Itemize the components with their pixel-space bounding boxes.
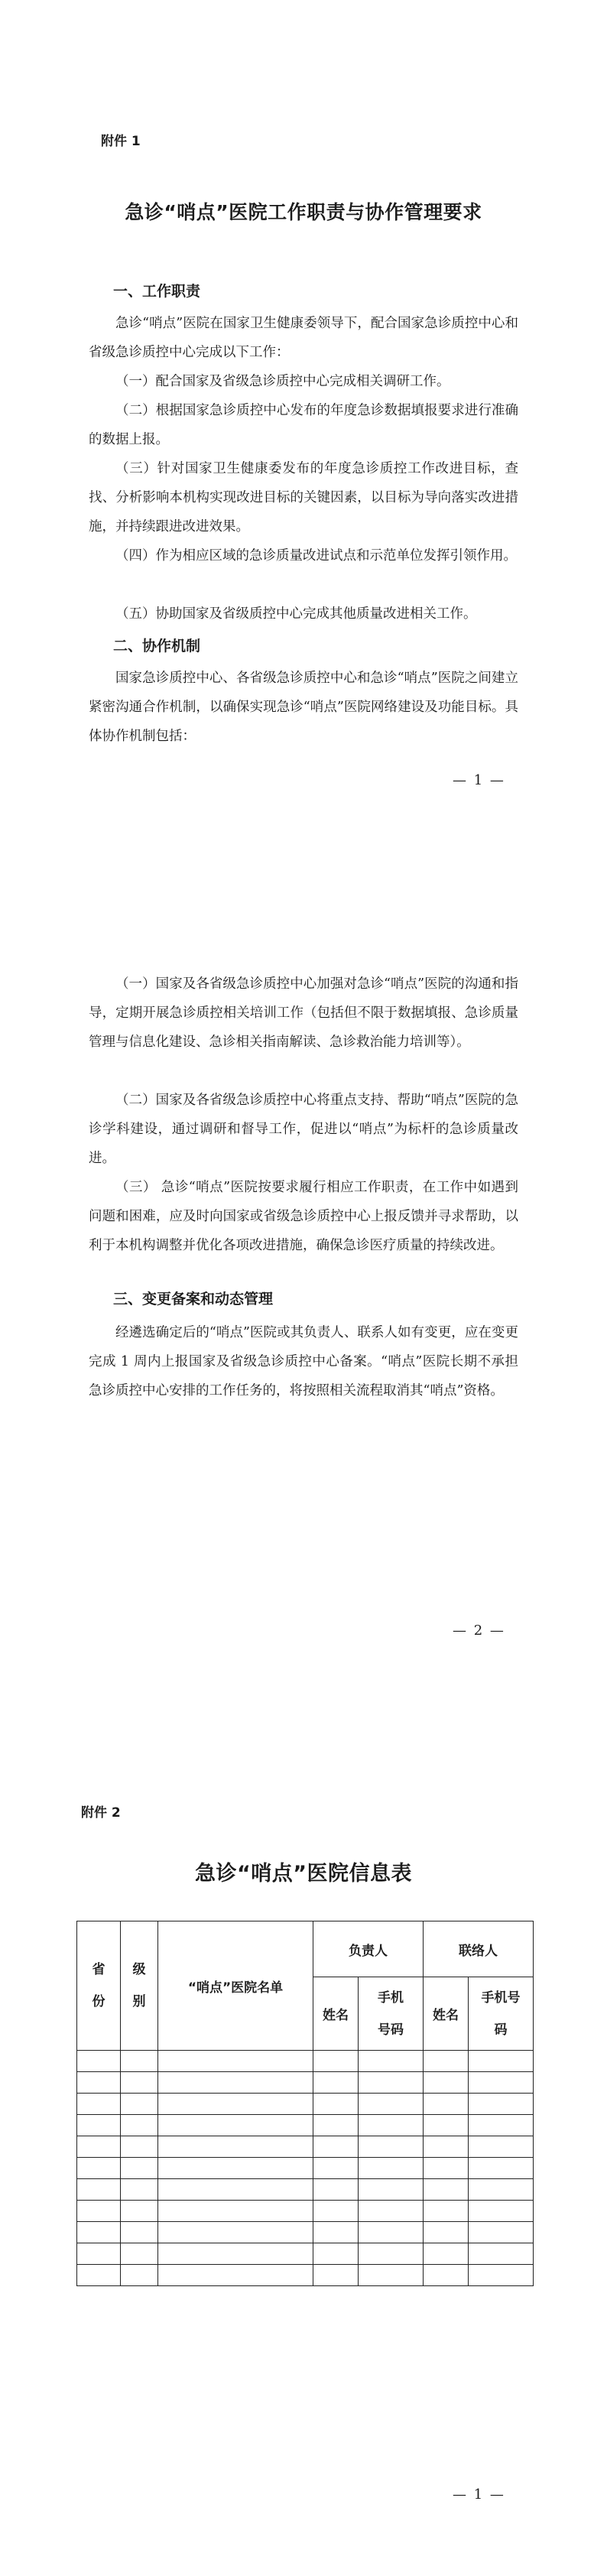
table-cell — [121, 2222, 158, 2243]
table-cell — [313, 2201, 359, 2222]
table-cell — [359, 2094, 424, 2115]
table-cell — [424, 2179, 469, 2201]
table-cell — [469, 2265, 534, 2286]
paragraph: （五）协助国家及省级质控中心完成其他质量改进相关工作。 — [115, 606, 477, 622]
table-cell — [121, 2201, 158, 2222]
table-row — [77, 2222, 534, 2243]
table-cell — [424, 2094, 469, 2115]
table-cell — [424, 2072, 469, 2094]
table-cell — [359, 2222, 424, 2243]
paragraph: （三） 急诊“哨点”医院按要求履行相应工作职责，在工作中如遇到问题和困难，应及时向国家或省级急诊质控中心上报反馈并寻求帮助，以利于本机构调整并优化各项改进措施，确保急诊医疗质量的持续改进。 — [89, 1180, 518, 1253]
document-title: 急诊“哨点”医院工作职责与协作管理要求 — [125, 201, 482, 223]
table-cell — [158, 2179, 313, 2201]
table-cell — [313, 2158, 359, 2179]
paragraph: （二）国家及各省级急诊质控中心将重点支持、帮助“哨点”医院的急诊学科建设，通过调研和督导工作，促进以“哨点”为标杆的急诊质量改进。 — [89, 1093, 518, 1166]
attachment-label: 附件 2 — [81, 1805, 121, 1821]
header-principal-name: 姓名 — [313, 1977, 359, 2051]
table-cell — [469, 2179, 534, 2201]
table-cell — [359, 2201, 424, 2222]
table-cell — [359, 2265, 424, 2286]
table-cell — [424, 2201, 469, 2222]
table-row — [77, 2265, 534, 2286]
paragraph: （四）作为相应区域的急诊质量改进试点和示范单位发挥引领作用。 — [115, 548, 517, 564]
table-cell — [77, 2051, 121, 2072]
table-cell — [158, 2072, 313, 2094]
paragraph: 国家急诊质控中心、各省级急诊质控中心和急诊“哨点”医院之间建立紧密沟通合作机制，以确保实现急诊“哨点”医院网络建设及功能目标。具体协作机制包括： — [89, 671, 518, 744]
table-cell — [313, 2136, 359, 2158]
page-number: — 1 — — [453, 772, 505, 788]
table-cell — [121, 2094, 158, 2115]
hospital-info-table — [76, 1921, 534, 2286]
table-cell — [359, 2072, 424, 2094]
table-cell — [158, 2222, 313, 2243]
table-cell — [469, 2051, 534, 2072]
table-cell — [121, 2265, 158, 2286]
table-row — [77, 2051, 534, 2072]
table-cell — [469, 2201, 534, 2222]
table-cell — [77, 2158, 121, 2179]
paragraph: 经遴选确定后的“哨点”医院或其负责人、联系人如有变更，应在变更完成 1 周内上报国家及省级急诊质控中心备案。“哨点”医院长期不承担急诊质控中心安排的工作任务的，将按照相关流程取消其“哨点”资格。 — [89, 1325, 518, 1398]
table-cell — [313, 2094, 359, 2115]
table-row — [77, 2115, 534, 2136]
table-cell — [77, 2179, 121, 2201]
table-cell — [469, 2094, 534, 2115]
table-cell — [313, 2243, 359, 2265]
table-cell — [469, 2158, 534, 2179]
table-cell — [121, 2243, 158, 2265]
table-cell — [359, 2115, 424, 2136]
table-cell — [424, 2115, 469, 2136]
table-cell — [313, 2051, 359, 2072]
header-level: 级别 — [121, 1921, 158, 2051]
table-cell — [469, 2072, 534, 2094]
table-cell — [313, 2072, 359, 2094]
table-cell — [121, 2158, 158, 2179]
table-cell — [158, 2136, 313, 2158]
table-cell — [77, 2243, 121, 2265]
paragraph: （二）根据国家急诊质控中心发布的年度急诊数据填报要求进行准确的数据上报。 — [89, 403, 518, 447]
table-cell — [158, 2115, 313, 2136]
table-cell — [158, 2201, 313, 2222]
table-row — [77, 2136, 534, 2158]
table-cell — [77, 2115, 121, 2136]
table-cell — [77, 2136, 121, 2158]
attachment-label: 附件 1 — [101, 134, 141, 149]
paragraph: （一）国家及各省级急诊质控中心加强对急诊“哨点”医院的沟通和指导，定期开展急诊质控相关培训工作（包括但不限于数据填报、急诊质量管理与信息化建设、急诊相关指南解读、急诊救治能力培训等）。 — [89, 976, 518, 1050]
table-row — [77, 2072, 534, 2094]
table-cell — [77, 2072, 121, 2094]
table-cell — [313, 2115, 359, 2136]
paragraph: （一）配合国家及省级急诊质控中心完成相关调研工作。 — [115, 374, 450, 389]
table-cell — [158, 2265, 313, 2286]
table-cell — [469, 2136, 534, 2158]
table-cell — [359, 2136, 424, 2158]
table-cell — [77, 2265, 121, 2286]
table-row — [77, 2179, 534, 2201]
table-cell — [158, 2158, 313, 2179]
table-cell — [313, 2222, 359, 2243]
table-row — [77, 2158, 534, 2179]
table-cell — [469, 2115, 534, 2136]
section-heading-change-management: 三、变更备案和动态管理 — [113, 1291, 274, 1307]
table-cell — [359, 2179, 424, 2201]
table-cell — [121, 2179, 158, 2201]
table-cell — [359, 2051, 424, 2072]
paragraph: 急诊“哨点”医院在国家卫生健康委领导下，配合国家急诊质控中心和省级急诊质控中心完成以下工作： — [89, 316, 518, 360]
header-contact: 联络人 — [424, 1921, 534, 1977]
table-cell — [469, 2222, 534, 2243]
page-number: — 2 — — [453, 1623, 505, 1639]
table-title: 急诊“哨点”医院信息表 — [195, 1862, 412, 1886]
table-cell — [77, 2201, 121, 2222]
section-heading-duties: 一、工作职责 — [113, 283, 201, 300]
table-cell — [424, 2158, 469, 2179]
table-cell — [121, 2051, 158, 2072]
table-cell — [158, 2094, 313, 2115]
table-cell — [313, 2265, 359, 2286]
table-cell — [359, 2158, 424, 2179]
table-cell — [121, 2072, 158, 2094]
page-number: — 1 — — [453, 2487, 505, 2503]
table-row — [77, 2201, 534, 2222]
table-row — [77, 2243, 534, 2265]
header-contact-phone: 手机号码 — [469, 1977, 534, 2051]
table-body — [77, 2051, 534, 2286]
table-cell — [469, 2243, 534, 2265]
header-principal: 负责人 — [313, 1921, 424, 1977]
table-cell — [424, 2265, 469, 2286]
table-cell — [121, 2136, 158, 2158]
table-cell — [424, 2222, 469, 2243]
header-principal-phone: 手机号码 — [359, 1977, 424, 2051]
table-cell — [77, 2094, 121, 2115]
table-cell — [359, 2243, 424, 2265]
table-cell — [77, 2222, 121, 2243]
section-heading-collaboration: 二、协作机制 — [113, 638, 201, 655]
table-cell — [121, 2115, 158, 2136]
paragraph: （三）针对国家卫生健康委发布的年度急诊质控工作改进目标，查找、分析影响本机构实现改进目标的关键因素，以目标为导向落实改进措施，并持续跟进改进效果。 — [89, 461, 518, 534]
table-cell — [158, 2243, 313, 2265]
table-row — [77, 2094, 534, 2115]
table-cell — [313, 2179, 359, 2201]
header-hospital-list: “哨点”医院名单 — [158, 1921, 313, 2051]
table-cell — [424, 2051, 469, 2072]
header-contact-name: 姓名 — [424, 1977, 469, 2051]
table-cell — [424, 2136, 469, 2158]
table-cell — [424, 2243, 469, 2265]
table-cell — [158, 2051, 313, 2072]
header-province: 省份 — [77, 1921, 121, 2051]
